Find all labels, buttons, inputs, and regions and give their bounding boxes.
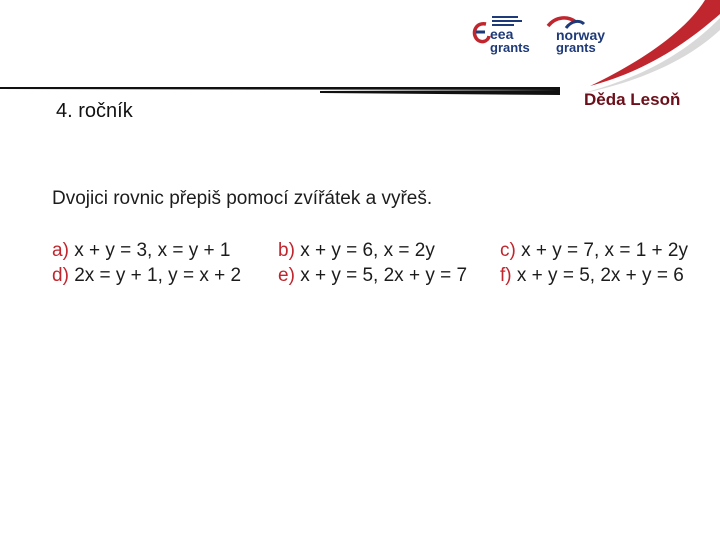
- task-equations: 2x = y + 1, y = x + 2: [74, 265, 242, 286]
- task-equations: x + y = 6, x = 2y: [300, 240, 435, 261]
- task-label: f): [500, 265, 512, 286]
- task-label: b): [278, 240, 295, 261]
- header-divider: [0, 84, 560, 98]
- task-a: [52, 240, 231, 262]
- grade-label: 4. ročník: [56, 100, 133, 122]
- task-instruction: Dvojici rovnic přepiš pomocí zvířátek a vyřeš.: [52, 188, 433, 209]
- task-e: [278, 265, 467, 287]
- task-label: d): [52, 265, 69, 286]
- task-label: e): [278, 265, 295, 286]
- eea-grants-logo: [470, 12, 540, 56]
- eea-logo-line1: eea: [490, 26, 514, 42]
- author-name: Děda Lesoň: [584, 90, 681, 109]
- task-d: [52, 265, 241, 287]
- task-f: [500, 265, 684, 287]
- sponsor-logos: [470, 12, 630, 56]
- task-label: c): [500, 240, 516, 261]
- task-equations: x + y = 3, x = y + 1: [74, 240, 231, 261]
- task-c: [500, 240, 688, 262]
- norway-logo-line2: grants: [556, 40, 596, 55]
- task-equations: x + y = 5, 2x + y = 7: [300, 265, 468, 286]
- eea-swirl-icon: [470, 20, 492, 50]
- norway-grants-logo: [546, 14, 626, 56]
- eea-small-text: [492, 14, 526, 26]
- eea-logo-line2: grants: [490, 40, 530, 55]
- task-equations: x + y = 5, 2x + y = 6: [516, 265, 684, 286]
- norway-logo-line1: norway: [556, 27, 606, 43]
- task-label: a): [52, 240, 69, 261]
- task-b: [278, 240, 435, 262]
- task-equations: x + y = 7, x = 1 + 2y: [521, 240, 688, 261]
